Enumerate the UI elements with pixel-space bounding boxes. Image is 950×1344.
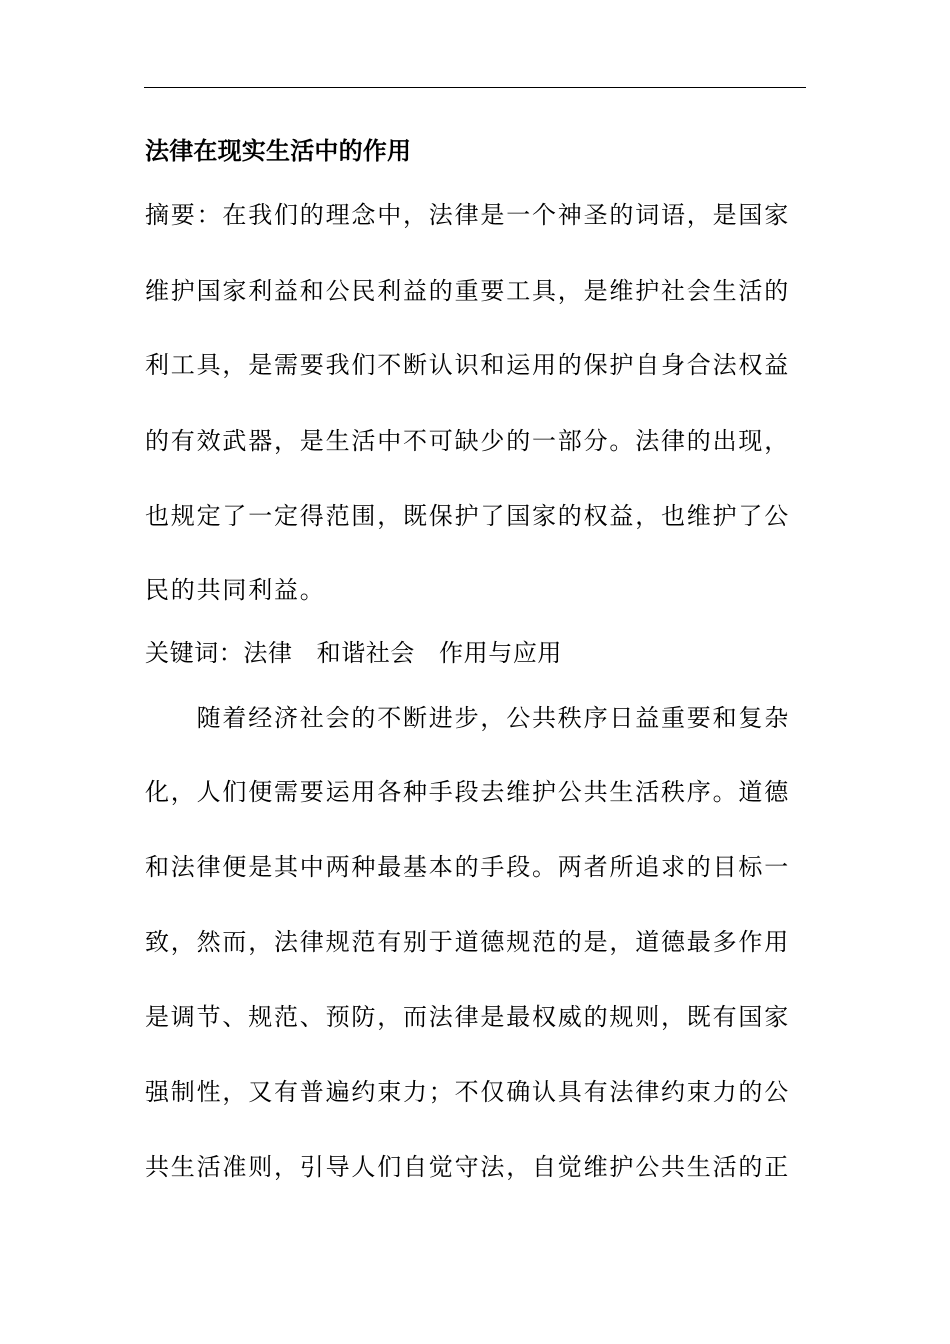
body-line: 强制性，又有普遍约束力；不仅确认具有法律约束力的公 xyxy=(145,1078,790,1106)
document-title: 法律在现实生活中的作用 xyxy=(145,136,412,165)
keywords-label: 关键词： xyxy=(145,639,244,667)
body-line: 和法律便是其中两种最基本的手段。两者所追求的目标一 xyxy=(145,853,790,881)
keyword-item: 和谐社会 xyxy=(316,639,416,667)
abstract-line: 民的共同利益。 xyxy=(145,576,326,604)
keyword-item: 作用与应用 xyxy=(439,639,563,667)
body-line: 化，人们便需要运用各种手段去维护公共生活秩序。道德 xyxy=(145,778,790,806)
abstract-line: 利工具，是需要我们不断认识和运用的保护自身合法权益 xyxy=(145,351,790,379)
abstract-line: 维护国家利益和公民利益的重要工具，是维护社会生活的 xyxy=(145,277,790,305)
abstract-line: 摘要：在我们的理念中，法律是一个神圣的词语，是国家 xyxy=(145,201,790,229)
body-line: 致，然而，法律规范有别于道德规范的是，道德最多作用 xyxy=(145,928,790,956)
keyword-item: 法律 xyxy=(243,639,293,667)
keywords-line xyxy=(145,636,562,670)
abstract-line: 也规定了一定得范围，既保护了国家的权益，也维护了公 xyxy=(145,502,790,530)
body-line: 是调节、规范、预防，而法律是最权威的规则，既有国家 xyxy=(145,1003,790,1031)
body-line: 随着经济社会的不断进步，公共秩序日益重要和复杂 xyxy=(145,704,790,732)
abstract-line: 的有效武器，是生活中不可缺少的一部分。法律的出现， xyxy=(145,427,790,455)
header-rule xyxy=(144,87,806,88)
body-line: 共生活准则，引导人们自觉守法，自觉维护公共生活的正 xyxy=(145,1153,790,1181)
